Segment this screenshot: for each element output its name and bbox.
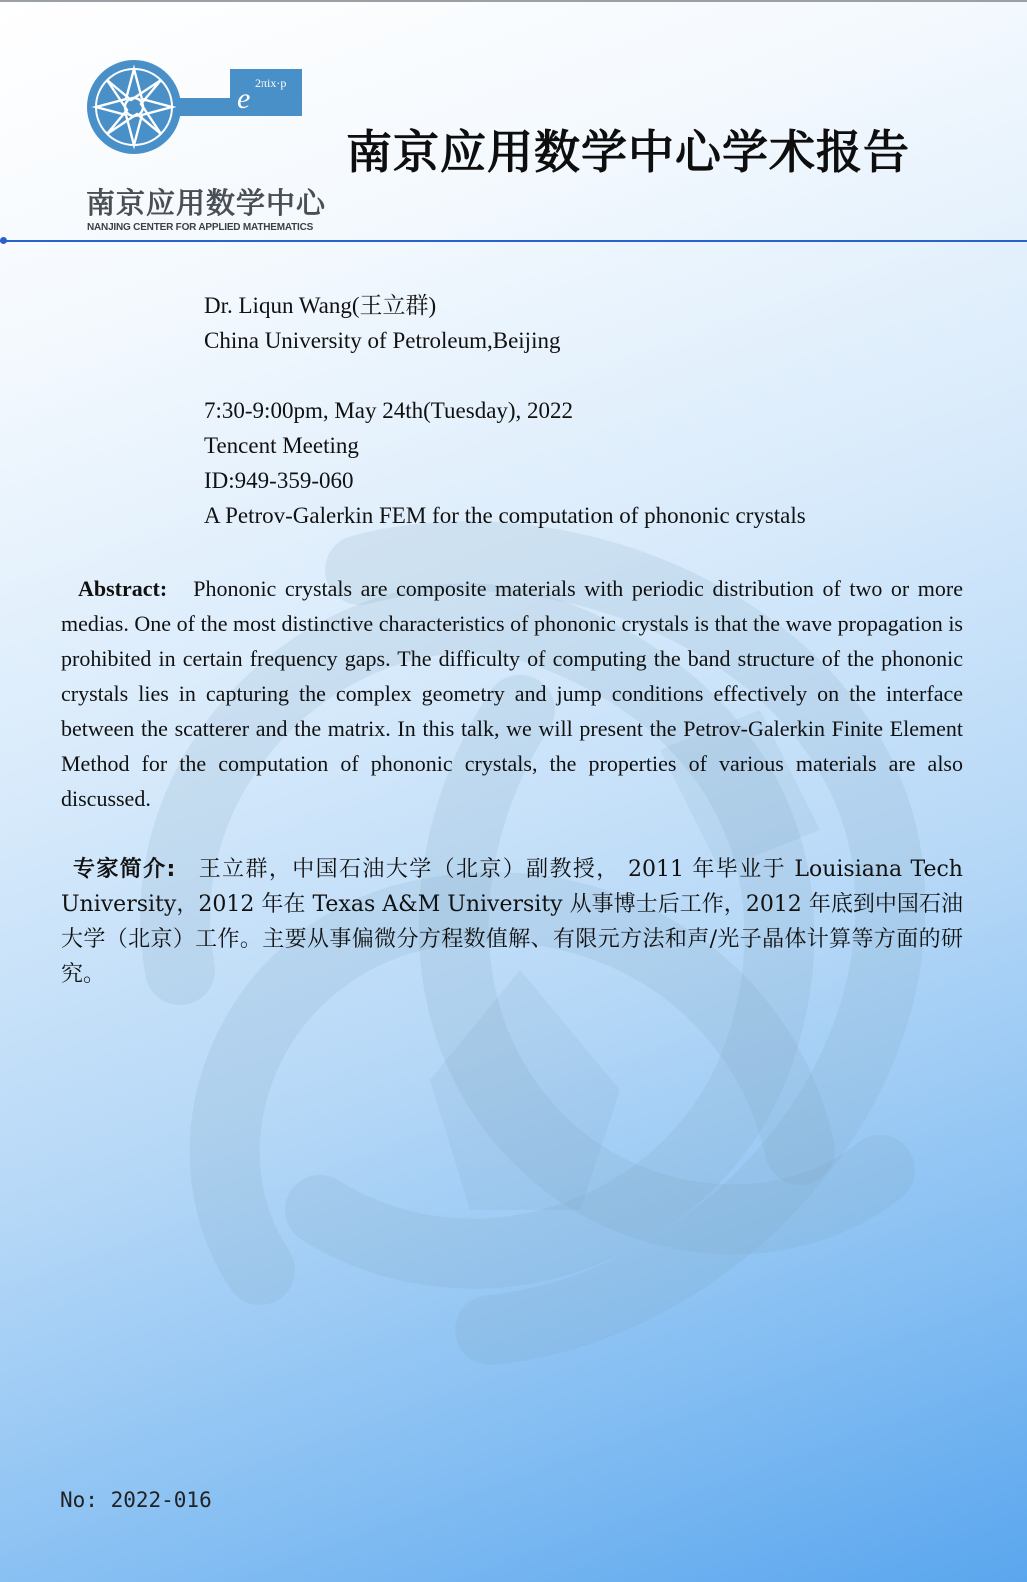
top-border [0,0,1027,2]
report-number: No: 2022-016 [60,1488,212,1512]
speaker-bio-paragraph [61,852,963,992]
talk-title-value: A Petrov-Galerkin FEM for the computation of phononic crystals [204,503,806,528]
abstract-text: Phononic crystals are composite materials with periodic distribution of two or more medias. One of the most distinctive characteristics of phononic crystals is that the wave propagation is prohibited in certain frequency gaps. The difficulty of computing the band structure of the phononic crystals lies in capturing the complex geometry and jump conditions effectively on the interface between the scatterer and the matrix. In this talk, we will present the Petrov-Galerkin Finite Element Method for the computation of phononic crystals, the properties of various materials are also discussed. [61,576,963,811]
abstract-label: Abstract: [78,576,168,601]
bio-label: 专家简介: [73,857,176,882]
logo-chinese-name: 南京应用数学中心 [86,186,327,220]
abstract-paragraph [61,571,963,816]
venue-id-value: ID:949-359-060 [204,468,354,493]
speaker-value: Dr. Liqun Wang(王立群) [204,293,437,318]
logo-formula-base: e [237,82,251,115]
page-title: 南京应用数学中心学术报告 [346,125,910,179]
header-divider [0,240,1027,242]
time-value: 7:30-9:00pm, May 24th(Tuesday), 2022 [204,398,574,423]
logo-formula-exponent: 2πix·p [255,76,287,90]
logo-key-shaft [176,98,238,116]
logo-disc [87,60,181,154]
logo-english-name: NANJING CENTER FOR APPLIED MATHEMATICS [87,222,314,233]
affiliation-value: China University of Petroleum,Beijing [204,328,561,353]
venue-value: Tencent Meeting [204,433,359,458]
bio-text: 王立群，中国石油大学（北京）副教授， 2011 年毕业于 Louisiana Tech University，2012 年在 Texas A&M University 从事博士后工作，2012 年底到中国石油大学（北京）工作。主要从事偏微分方程数值解、有限元方法和声/光子晶体计算等方面的研究。 [61,857,963,987]
nanjing-center-logo [84,52,308,182]
